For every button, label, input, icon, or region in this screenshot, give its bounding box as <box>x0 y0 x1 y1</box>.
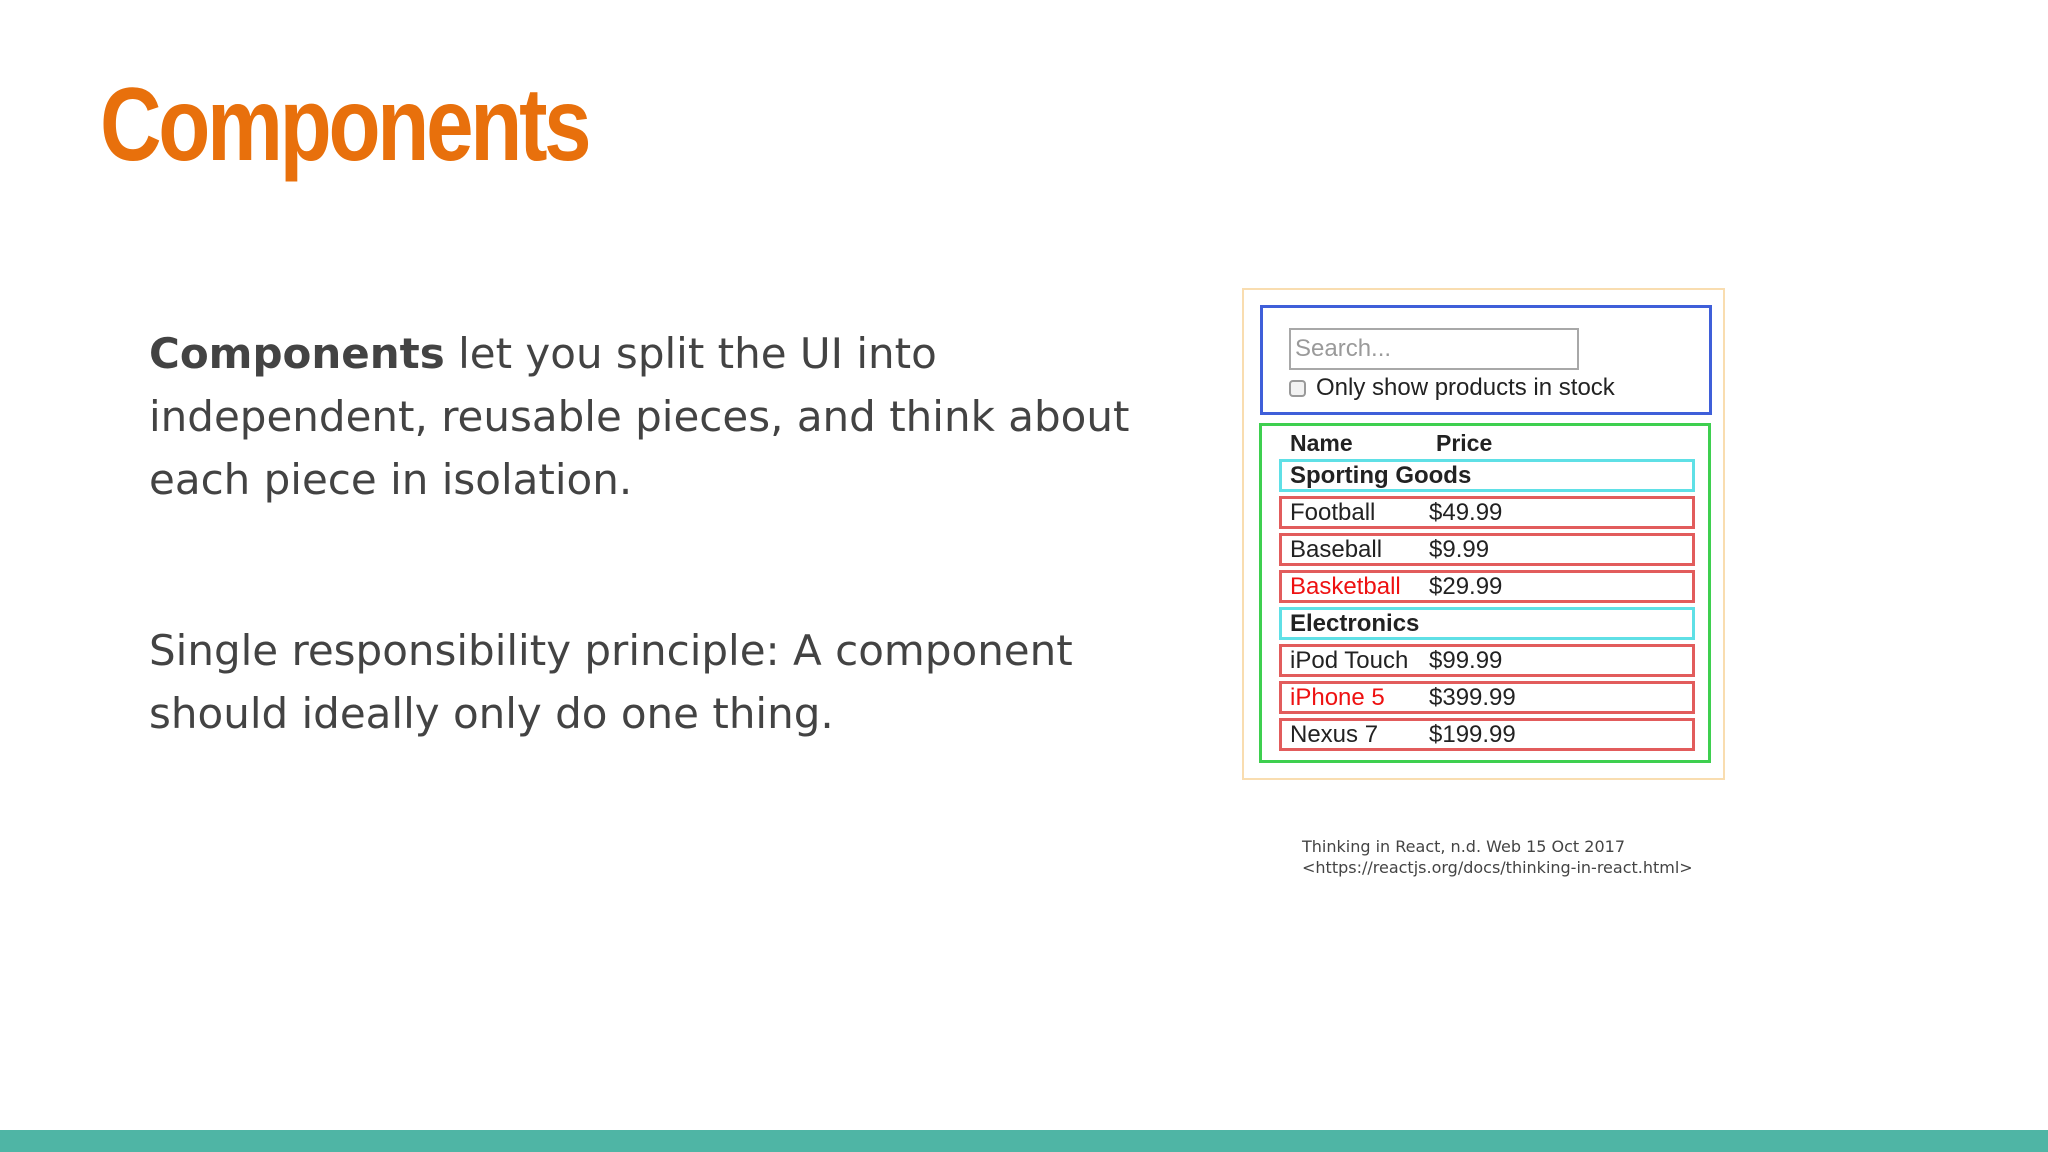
header-name: Name <box>1290 429 1353 456</box>
intro-rest: let you split the UI into independent, reusable pieces, and think about each piece in isolation. <box>149 329 1130 504</box>
react-example-figure <box>1242 288 1725 780</box>
product-price: $199.99 <box>1429 720 1516 748</box>
citation <box>1302 836 1693 878</box>
product-price: $29.99 <box>1429 572 1503 600</box>
product-row <box>1279 681 1695 714</box>
product-table-component <box>1259 423 1711 763</box>
product-row <box>1279 570 1695 603</box>
product-price: $9.99 <box>1429 535 1490 563</box>
header-price: Price <box>1436 429 1493 456</box>
category-name: Electronics <box>1290 609 1420 637</box>
slide-title: Components <box>100 67 589 183</box>
in-stock-checkbox[interactable] <box>1289 380 1306 397</box>
category-row <box>1279 607 1695 640</box>
product-name: Football <box>1290 498 1376 526</box>
intro-bold-term: Components <box>149 329 445 378</box>
product-row <box>1279 718 1695 751</box>
citation-line-2: <https://reactjs.org/docs/thinking-in-react.html> <box>1302 858 1693 877</box>
footer-bar <box>0 1130 2048 1152</box>
product-name: iPhone 5 <box>1290 683 1385 711</box>
citation-line-1: Thinking in React, n.d. Web 15 Oct 2017 <box>1302 837 1625 856</box>
stock-filter[interactable] <box>1289 370 1615 406</box>
srp-paragraph: Single responsibility principle: A component should ideally only do one thing. <box>149 626 1073 738</box>
product-row <box>1279 533 1695 566</box>
search-input[interactable] <box>1289 328 1579 370</box>
intro-paragraph <box>149 322 1149 511</box>
category-name: Sporting Goods <box>1290 461 1472 489</box>
product-row <box>1279 644 1695 677</box>
search-bar-component <box>1260 305 1712 415</box>
in-stock-label: Only show products in stock <box>1316 374 1615 401</box>
product-price: $99.99 <box>1429 646 1503 674</box>
product-name: Basketball <box>1290 572 1401 600</box>
table-header <box>1290 426 1492 460</box>
product-row <box>1279 496 1695 529</box>
product-price: $49.99 <box>1429 498 1503 526</box>
category-row <box>1279 459 1695 492</box>
product-name: iPod Touch <box>1290 646 1409 674</box>
product-name: Nexus 7 <box>1290 720 1379 748</box>
product-price: $399.99 <box>1429 683 1516 711</box>
product-name: Baseball <box>1290 535 1383 563</box>
